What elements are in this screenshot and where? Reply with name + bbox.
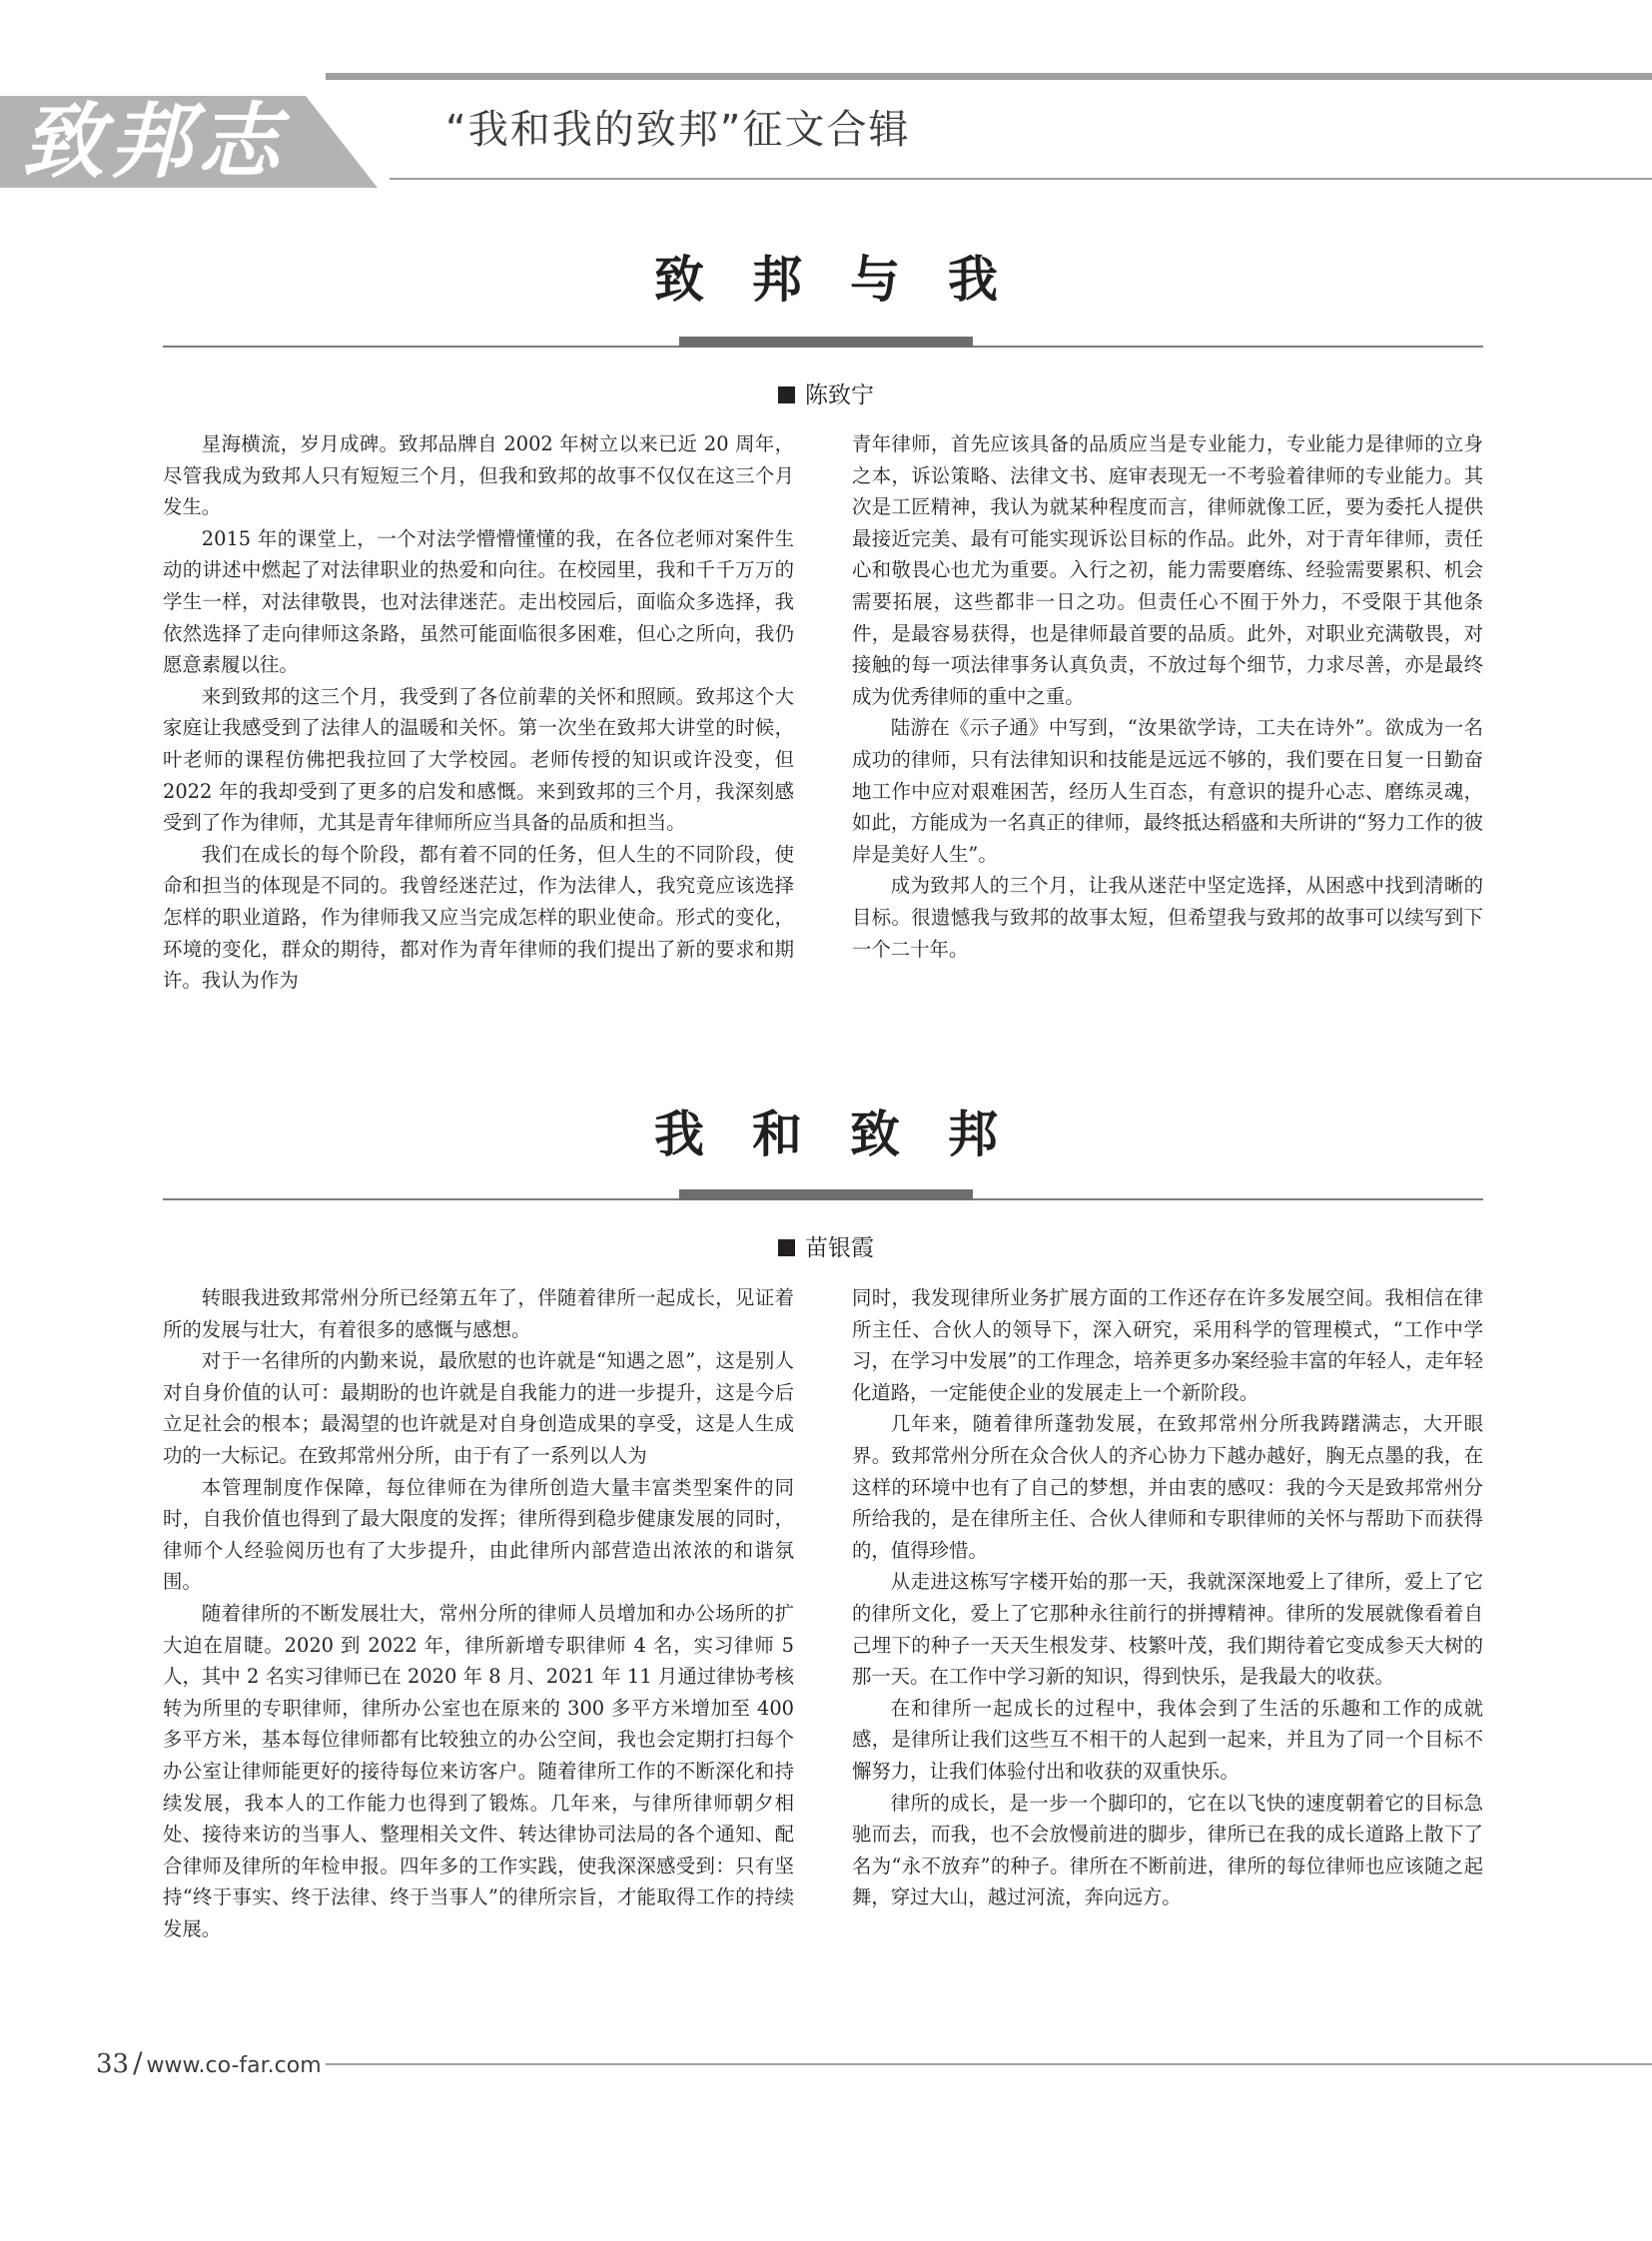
paragraph: 随着律所的不断发展壮大，常州分所的律师人员增加和办公场所的扩大迫在眉睫。2020 到 2022 年，律所新增专职律师 4 名，实习律师 5 人，其中 2 名实习律师已在 2020 年 8 月、2021 年 11 月通过律协考核转为所里的专职律师，律所办公室也在原来的 300 多平方米增加至 400 多平方米，基本每位律师都有比较独立的办公空间，我也会定期打扫每个办公室让律师能更好的接待每位来访客户。随着律所工作的不断深化和持续发展，我本人的工作能力也得到了锻炼。几年来，与律所律师朝夕相处、接待来访的当事人、整理相关文件、转达律协司法局的各个通知、配合律师及律所的年检申报。四年多的工作实践，使我深深感受到：只有坚持“终于事实、终于法律、终于当事人”的律所宗旨，才能取得工作的持续发展。 — [163, 1601, 794, 1940]
article-2-author-name: 苗银霞 — [805, 1235, 874, 1261]
paragraph: 在和律所一起成长的过程中，我体会到了生活的乐趣和工作的成就感，是律所让我们这些互不相干的人起到一起来，并且为了同一个目标不懈努力，让我们体验付出和收获的双重快乐。 — [852, 1696, 1483, 1783]
paragraph: 对于一名律所的内勤来说，最欣慰的也许就是“知遇之恩”，这是别人对自身价值的认可：最期盼的也许就是自我能力的进一步提升，这是今后立足社会的根本；最渴望的也许就是对自身创造成果的享受，这是人生成功的一大标记。在致邦常州分所，由于有了一系列以人为 — [163, 1349, 794, 1467]
square-bullet-icon — [778, 1239, 795, 1256]
paragraph-continued: 青年律师，首先应该具备的品质应当是专业能力，专业能力是律师的立身之本，诉讼策略、法律文书、庭审表现无一不考验着律师的专业能力。其次是工匠精神，我认为就某种程度而言，律师就像工匠，要为委托人提供最接近完美、最有可能实现诉讼目标的作品。此外，对于青年律师，责任心和敬畏心也尤为重要。入行之初，能力需要磨练、经验需要累积、机会需要拓展，这些都非一日之功。但责任心不囿于外力，不受限于其他条件，是最容易获得，也是律师最首要的品质。此外，对职业充满敬畏，对接触的每一项法律事务认真负责，不放过每个细节，力求尽善，亦是最终成为优秀律师的重中之重。 — [852, 432, 1483, 708]
article-1-left-column — [163, 428, 794, 997]
paragraph-continued: 同时，我发现律所业务扩展方面的工作还存在许多发展空间。我相信在律所主任、合伙人的领导下，深入研究，采用科学的管理模式，“工作中学习，在学习中发展”的工作理念，培养更多办案经验丰富的年轻人，走年轻化道路，一定能使企业的发展走上一个新阶段。 — [852, 1286, 1483, 1404]
page-footer — [96, 2048, 322, 2078]
square-bullet-icon — [778, 386, 795, 403]
article-2-left-column — [163, 1282, 794, 1944]
footer-url: www.co-far.com — [146, 2053, 322, 2078]
article-2-right-column — [852, 1282, 1483, 1913]
magazine-logo: 致邦志 — [22, 94, 286, 190]
paragraph: 律所的成长，是一步一个脚印的，它在以飞快的速度朝着它的目标急驰而去，而我，也不会放慢前进的脚步，律所已在我的成长道路上散下了名为“永不放弃”的种子。律所在不断前进，律所的每位律师也应该随之起舞，穿过大山，越过河流，奔向远方。 — [852, 1791, 1483, 1909]
paragraph: 转眼我进致邦常州分所已经第五年了，伴随着律所一起成长，见证着所的发展与壮大，有着很多的感慨与感想。 — [163, 1286, 794, 1341]
page-number: 33 — [96, 2049, 130, 2079]
footer-rule — [326, 2063, 1652, 2065]
paragraph: 我们在成长的每个阶段，都有着不同的任务，但人生的不同阶段，使命和担当的体现是不同的。我曾经迷茫过，作为法律人，我究竟应该选择怎样的职业道路，作为律师我又应当完成怎样的职业使命。形式的变化，环境的变化，群众的期待，都对作为青年律师的我们提出了新的要求和期许。我认为作为 — [163, 842, 794, 993]
section-title: “我和我的致邦”征文合辑 — [445, 107, 911, 153]
article-1-author — [0, 376, 1652, 409]
article-1-title: 致邦与我 — [654, 250, 1046, 309]
paragraph: 陆游在《示子通》中写到，“汝果欲学诗，工夫在诗外”。欲成为一名成功的律师，只有法律知识和技能是远远不够的，我们要在日复一日勤奋地工作中应对艰难困苦，经历人生百态，有意识的提升心志、磨练灵魂，如此，方能成为一名真正的律师，最终抵达稻盛和夫所讲的“努力工作的彼岸是美好人生”。 — [852, 716, 1483, 866]
paragraph: 几年来，随着律所蓬勃发展，在致邦常州分所我踌躇满志，大开眼界。致邦常州分所在众合伙人的齐心协力下越办越好，胸无点墨的我，在这样的环境中也有了自己的梦想，并由衷的感叹：我的今天是致邦常州分所给我的，是在律所主任、合伙人律师和专职律师的关怀与帮助下而获得的，值得珍惜。 — [852, 1412, 1483, 1562]
article-2-author — [0, 1229, 1652, 1262]
paragraph: 2015 年的课堂上，一个对法学懵懵懂懂的我，在各位老师对案件生动的讲述中燃起了对法律职业的热爱和向往。在校园里，我和千千万万的学生一样，对法律敬畏，也对法律迷茫。走出校园后，面临众多选择，我依然选择了走向律师这条路，虽然可能面临很多困难，但心之所向，我仍愿意素履以往。 — [163, 526, 794, 677]
article-2-divider-bar — [679, 1189, 973, 1200]
article-1-divider-bar — [679, 337, 973, 348]
article-1-author-name: 陈致宁 — [805, 382, 874, 408]
paragraph: 本管理制度作保障，每位律师在为律所创造大量丰富类型案件的同时，自我价值也得到了最大限度的发挥；律所得到稳步健康发展的同时，律师个人经验阅历也有了大步提升，由此律所内部营造出浓浓的和谐氛围。 — [163, 1475, 794, 1594]
header-rule-bottom — [390, 178, 1652, 180]
footer-separator: / — [133, 2046, 143, 2079]
header-rule-top — [326, 73, 1652, 80]
paragraph: 星海横流，岁月成碑。致邦品牌自 2002 年树立以来已近 20 周年，尽管我成为致邦人只有短短三个月，但我和致邦的故事不仅仅在这三个月发生。 — [163, 432, 794, 519]
article-2-title: 我和致邦 — [654, 1105, 1046, 1163]
paragraph: 来到致邦的这三个月，我受到了各位前辈的关怀和照顾。致邦这个大家庭让我感受到了法律人的温暖和关怀。第一次坐在致邦大讲堂的时候，叶老师的课程仿佛把我拉回了大学校园。老师传授的知识或许没变，但 2022 年的我却受到了更多的启发和感慨。来到致邦的三个月，我深刻感受到了作为律师，尤其是青年律师所应当具备的品质和担当。 — [163, 684, 794, 835]
article-1-right-column — [852, 428, 1483, 965]
paragraph: 成为致邦人的三个月，让我从迷茫中坚定选择，从困惑中找到清晰的目标。很遗憾我与致邦的故事太短，但希望我与致邦的故事可以续写到下一个二十年。 — [852, 874, 1483, 961]
paragraph: 从走进这栋写字楼开始的那一天，我就深深地爱上了律所，爱上了它的律所文化，爱上了它那种永往前行的拼搏精神。律所的发展就像看着自己埋下的种子一天天生根发芽、枝繁叶茂，我们期待着它变成参天大树的那一天。在工作中学习新的知识，得到快乐，是我最大的收获。 — [852, 1570, 1483, 1689]
